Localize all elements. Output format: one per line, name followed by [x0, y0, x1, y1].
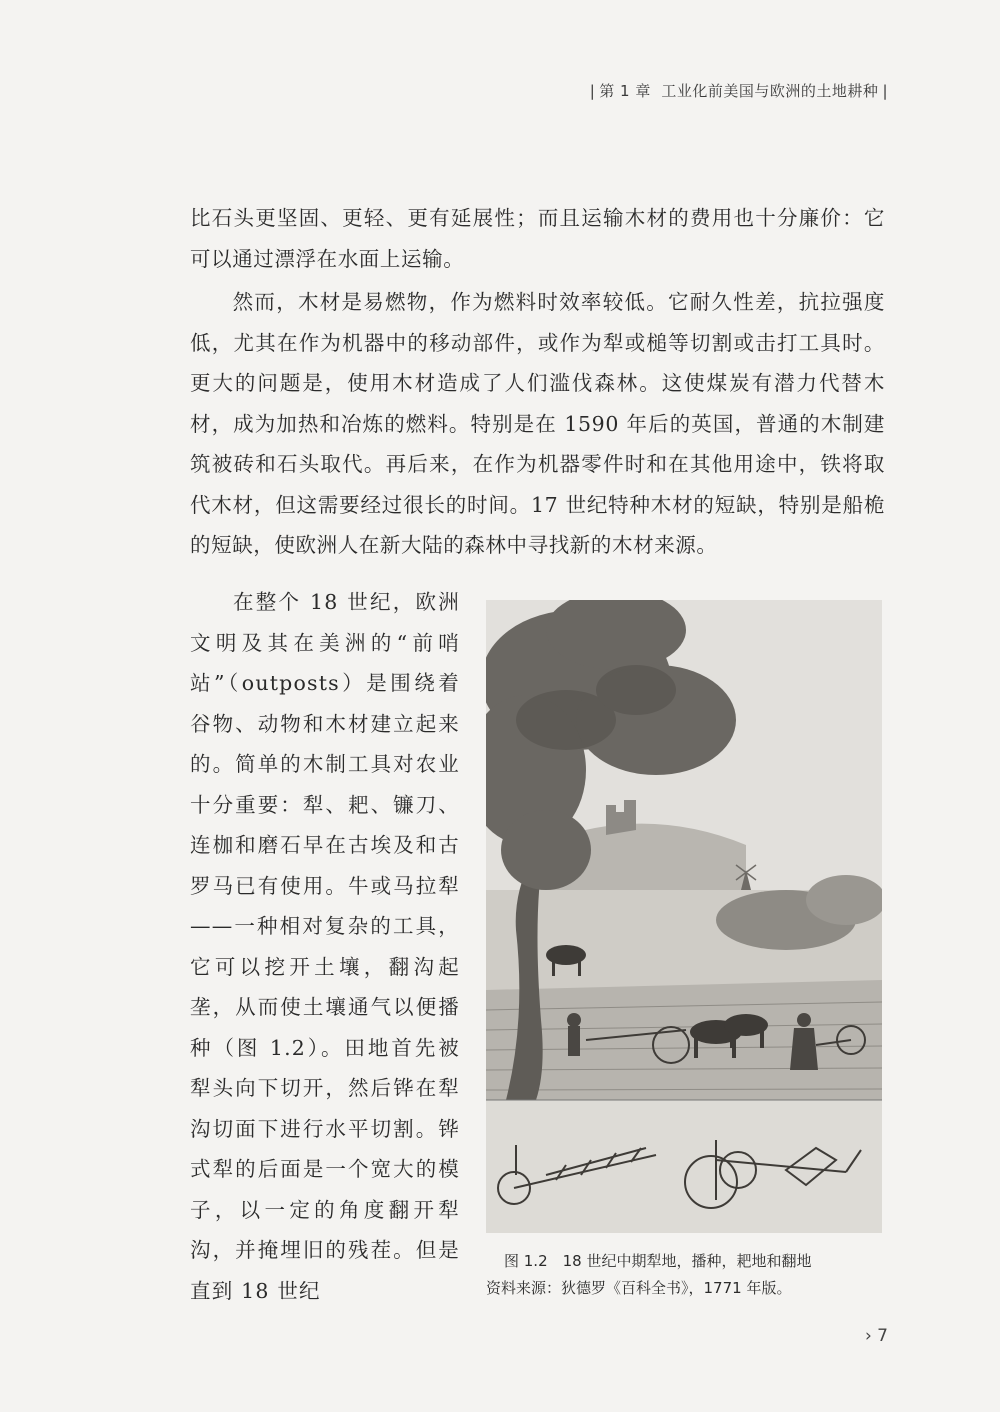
ploughed-field: [486, 980, 882, 1100]
paragraph-1-text: 比石头更坚固、更轻、更有延展性；而且运输木材的费用也十分廉价：它可以通过漂浮在水面上运输。: [190, 206, 885, 271]
paragraph-farming-tools: [190, 582, 460, 1311]
paragraph-wood-drawbacks: [190, 282, 885, 566]
header-right-bar: |: [882, 82, 888, 100]
caption-line-2: 资料来源：狄德罗《百科全书》，1771 年版。: [486, 1279, 792, 1297]
engraving-illustration: [486, 600, 882, 1233]
paragraph-continued: [190, 198, 885, 279]
engraving-figure: [486, 600, 882, 1233]
caption-line-1: 图 1.2 18 世纪中期犁地，播种，耙地和翻地: [504, 1252, 812, 1270]
page-number: › 7: [864, 1326, 888, 1346]
ploughman-figure: [567, 1013, 581, 1027]
running-header: [586, 80, 892, 101]
header-left-bar: |: [589, 82, 596, 100]
paragraph-3-text: 在整个 18 世纪，欧洲文明及其在美洲的“前哨站”（outposts）是围绕着谷物、动物和木材建立起来的。简单的木制工具对农业十分重要：犁、耙、镰刀、连枷和磨石早在古埃及和古罗马已有使用。牛或马拉犁——一种相对复杂的工具，它可以挖开土壤，翻沟起垄，从而使土壤通气以便播种（图 1.2）。田地首先被犁头向下切开，然后铧在犁沟切面下进行水平切割。铧式犁的后面是一个宽大的模子，以一定的角度翻开犁沟，并掩埋旧的残茬。但是直到 18 世纪: [190, 590, 460, 1303]
chapter-title: 工业化前美国与欧洲的土地耕种: [661, 82, 879, 100]
sower-figure: [797, 1013, 811, 1027]
figure-caption: [486, 1248, 882, 1302]
paragraph-2-text: 然而，木材是易燃物，作为燃料时效率较低。它耐久性差，抗拉强度低，尤其在作为机器中的移动部件，或作为犁或槌等切割或击打工具时。更大的问题是，使用木材造成了人们滥伐森林。这使煤炭有潜力代替木材，成为加热和冶炼的燃料。特别是在 1590 年后的英国，普通的木制建筑被砖和石头取代。再后来，在作为机器零件时和在其他用途中，铁将取代木材，但这需要经过很长的时间。17 世纪特种木材的短缺，特别是船桅的短缺，使欧洲人在新大陆的森林中寻找新的木材来源。: [190, 290, 885, 557]
chapter-label: 第 1 章: [599, 82, 651, 100]
